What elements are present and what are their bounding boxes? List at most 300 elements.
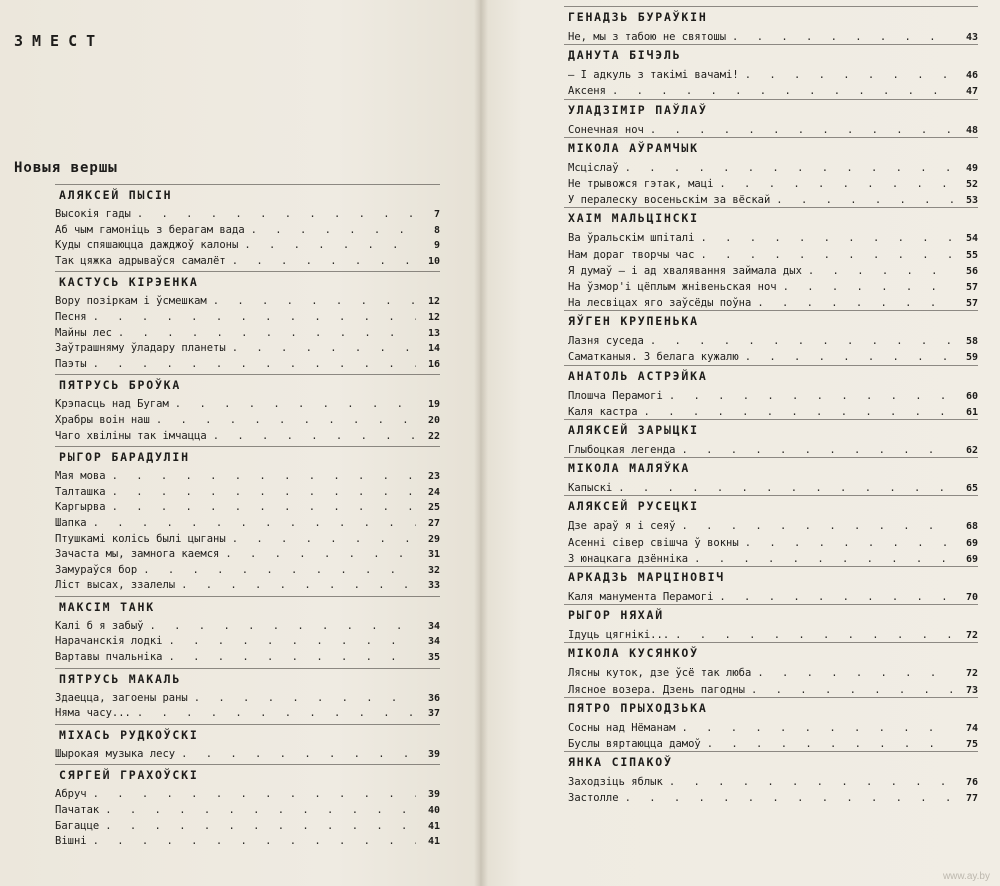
- poem-title: Шапка: [55, 516, 87, 529]
- toc-entry: [55, 563, 440, 579]
- author-group: [55, 273, 440, 372]
- poem-title: Мсціслаў: [568, 161, 619, 174]
- page-number: 57: [965, 281, 978, 293]
- page-number: 52: [965, 178, 978, 190]
- author-group: [568, 568, 978, 605]
- poem-title: Лясны куток, дзе ўсё так люба: [568, 667, 752, 680]
- dot-leader: [112, 469, 416, 485]
- dot-leader: [232, 254, 416, 270]
- toc-entry: [568, 176, 978, 192]
- author-name: МІКОЛА МАЛЯЎКА: [568, 461, 691, 476]
- toc-entry: [568, 790, 978, 806]
- toc-entry: [55, 207, 440, 223]
- dot-leader: [225, 547, 416, 563]
- toc-entry: [55, 691, 440, 707]
- page-number: 36: [427, 692, 440, 704]
- author-name: ЯНКА СІПАКОЎ: [568, 755, 673, 770]
- author-name: МІКОЛА КУСЯНКОЎ: [568, 646, 699, 661]
- toc-entry: [55, 500, 440, 516]
- section-heading: Новыя вершы: [14, 160, 118, 176]
- separator-rule: [55, 184, 440, 185]
- dot-leader: [112, 500, 416, 516]
- poem-title: Сосны над Нёманам: [568, 721, 676, 734]
- dot-leader: [707, 736, 954, 752]
- dot-leader: [719, 176, 954, 192]
- separator-rule: [55, 764, 440, 765]
- dot-leader: [168, 634, 416, 650]
- poem-title: Вартавы пчальніка: [55, 651, 163, 664]
- dot-leader: [168, 650, 416, 666]
- toc-entry: [55, 787, 440, 803]
- dot-leader: [175, 397, 416, 413]
- dot-leader: [618, 480, 954, 496]
- poem-title: Застолле: [568, 792, 619, 805]
- toc-entry: [568, 518, 978, 534]
- author-group: [568, 46, 978, 99]
- dot-leader: [612, 83, 954, 99]
- poem-title: Лясное возера. Дзень пагодны: [568, 683, 746, 696]
- poem-title: Талташка: [55, 485, 106, 498]
- author-group: [55, 186, 440, 269]
- left-toc-column: [55, 186, 440, 854]
- poem-title: На ўзмор'і цёплым жнівеньская ноч: [568, 280, 777, 293]
- author-group: [55, 670, 440, 722]
- dot-leader: [93, 516, 416, 532]
- toc-entry: [568, 247, 978, 263]
- author-group: [568, 753, 978, 806]
- poem-title: Песня: [55, 310, 87, 323]
- toc-entry: [55, 357, 440, 373]
- page-number: 54: [965, 233, 978, 245]
- author-group: [568, 644, 978, 697]
- poem-title: Не трывожся гэтак, маці: [568, 177, 714, 190]
- page-number: 41: [427, 820, 440, 832]
- page-number: 59: [965, 352, 978, 364]
- page-number: 57: [965, 298, 978, 310]
- toc-entry: [568, 349, 978, 365]
- dot-leader: [137, 207, 416, 223]
- page-number: 73: [965, 684, 978, 696]
- toc-entry: [568, 774, 978, 790]
- toc-entry: [55, 413, 440, 429]
- dot-leader: [732, 29, 954, 45]
- author-group: [568, 312, 978, 365]
- page-number: 35: [427, 652, 440, 664]
- toc-entry: [55, 532, 440, 548]
- author-name: КАСТУСЬ КІРЭЕНКА: [59, 275, 199, 290]
- page-number: 74: [965, 722, 978, 734]
- poem-title: Каля манумента Перамогі: [568, 590, 714, 603]
- dot-leader: [700, 247, 954, 263]
- page-number: 48: [965, 124, 978, 136]
- poem-title: Вору позіркам і ўсмешкам: [55, 295, 207, 308]
- page-number: 9: [433, 240, 440, 252]
- poem-title: Храбры воін наш: [55, 413, 150, 426]
- author-group: [568, 459, 978, 496]
- toc-entry: [55, 819, 440, 835]
- author-name: АНАТОЛЬ АСТРЭЙКА: [568, 368, 708, 383]
- poem-title: Нам дораг творчы час: [568, 248, 695, 261]
- page-number: 49: [965, 162, 978, 174]
- author-group: [55, 448, 440, 594]
- toc-entry: [55, 706, 440, 722]
- page-number: 75: [965, 738, 978, 750]
- separator-rule: [564, 44, 978, 45]
- poem-title: — І адкуль з такімі вачамі!: [568, 69, 739, 82]
- author-name: МАКСІМ ТАНК: [59, 599, 155, 614]
- toc-entry: [568, 720, 978, 736]
- toc-entry: [55, 254, 440, 270]
- author-name: ЯЎГЕН КРУПЕНЬКА: [568, 314, 699, 329]
- page-number: 61: [965, 406, 978, 418]
- author-group: [568, 139, 978, 209]
- dot-leader: [93, 787, 416, 803]
- toc-entry: [55, 619, 440, 635]
- poem-title: Вішні: [55, 835, 87, 848]
- dot-leader: [745, 67, 954, 83]
- page-number: 22: [427, 430, 440, 442]
- page-number: 65: [965, 483, 978, 495]
- page-number: 33: [427, 580, 440, 592]
- page-number: 40: [427, 805, 440, 817]
- poem-title: Не, мы з табою не святошы: [568, 31, 727, 43]
- page-number: 7: [433, 209, 440, 220]
- toc-entry: [568, 160, 978, 176]
- dot-leader: [105, 819, 416, 835]
- dot-leader: [181, 747, 416, 763]
- page-number: 37: [427, 708, 440, 720]
- poem-title: Куды спяшаюцца дажджоў калоны: [55, 239, 239, 252]
- page-number: 25: [427, 502, 440, 514]
- poem-title: Крэпасць над Бугам: [55, 398, 169, 411]
- page-number: 69: [965, 553, 978, 565]
- dot-leader: [93, 357, 416, 373]
- dot-leader: [181, 578, 416, 594]
- poem-title: Дзе араў я і сеяў: [568, 520, 676, 533]
- dot-leader: [112, 485, 416, 501]
- dot-leader: [251, 223, 416, 239]
- page-number: 8: [433, 224, 440, 236]
- separator-rule: [564, 457, 978, 458]
- poem-title: З юнацкага дзённіка: [568, 552, 689, 565]
- page-number: 34: [427, 636, 440, 648]
- poem-title: Капыскі: [568, 482, 613, 495]
- page-number: 32: [427, 564, 440, 576]
- dot-leader: [150, 619, 416, 635]
- poem-title: Мая мова: [55, 470, 106, 483]
- poem-title: Багацце: [55, 819, 100, 832]
- toc-entry: [55, 294, 440, 310]
- toc-entry: [568, 627, 978, 643]
- poem-title: Каргырва: [55, 501, 106, 514]
- toc-entry: [55, 634, 440, 650]
- page-number: 16: [427, 358, 440, 370]
- author-name: ГЕНАДЗЬ БУРАЎКІН: [568, 10, 708, 24]
- page-number: 12: [427, 296, 440, 308]
- toc-entry: [568, 83, 978, 99]
- separator-rule: [564, 137, 978, 138]
- dot-leader: [700, 230, 954, 246]
- separator-rule: [55, 724, 440, 725]
- author-name: АЛЯКСЕЙ ПЫСІН: [59, 188, 173, 202]
- separator-rule: [55, 668, 440, 669]
- author-name: РЫГОР БАРАДУЛІН: [59, 450, 190, 465]
- page-number: 41: [427, 836, 440, 848]
- separator-rule: [564, 365, 978, 366]
- poem-title: Шырокая музыка лесу: [55, 747, 176, 760]
- poem-title: Зачаста мы, замнога каемся: [55, 548, 220, 561]
- dot-leader: [783, 279, 954, 295]
- toc-entry: [55, 429, 440, 445]
- page-number: 19: [427, 399, 440, 411]
- page-number: 39: [427, 748, 440, 760]
- author-name: УЛАДЗІМІР ПАЎЛАЎ: [568, 102, 708, 117]
- page-number: 68: [965, 521, 978, 533]
- dot-leader: [93, 834, 416, 850]
- author-name: АЛЯКСЕЙ ЗАРЫЦКІ: [568, 423, 699, 437]
- separator-rule: [564, 697, 978, 698]
- toc-entry: [55, 547, 440, 563]
- poem-title: Лазня суседа: [568, 335, 644, 348]
- poem-title: Ліст высах, ззалелы: [55, 579, 176, 592]
- page-number: 70: [965, 591, 978, 603]
- dot-leader: [694, 551, 954, 567]
- author-group: [568, 367, 978, 420]
- dot-leader: [213, 429, 416, 445]
- separator-rule: [564, 495, 978, 496]
- author-name: ХАІМ МАЛЬЦІНСКІ: [568, 211, 699, 226]
- separator-rule: [564, 99, 978, 100]
- poem-title: Асенні сівер свішча ў вокны: [568, 536, 739, 549]
- poem-title: Сонечная ноч: [568, 123, 644, 136]
- dot-leader: [650, 333, 954, 349]
- separator-rule: [564, 310, 978, 311]
- author-group: [568, 8, 978, 45]
- toc-entry: [55, 469, 440, 485]
- dot-leader: [745, 535, 954, 551]
- toc-entry: [568, 551, 978, 567]
- author-name: СЯРГЕЙ ГРАХОЎСКІ: [59, 768, 199, 783]
- right-toc-column: [568, 8, 978, 807]
- author-name: АЛЯКСЕЙ РУСЕЦКІ: [568, 499, 699, 514]
- toc-entry: [568, 665, 978, 681]
- page-number: 12: [427, 311, 440, 323]
- poem-title: Паэты: [55, 357, 87, 370]
- toc-entry: [568, 442, 978, 458]
- dot-leader: [105, 803, 416, 819]
- author-name: ПЯТРУСЬ БРОЎКА: [59, 378, 182, 393]
- book-gutter: [474, 0, 488, 886]
- toc-entry: [55, 397, 440, 413]
- poem-title: Здаецца, загоены раны: [55, 691, 188, 704]
- toc-entry: [568, 279, 978, 295]
- poem-title: Плошча Перамогі: [568, 389, 663, 402]
- dot-leader: [143, 563, 416, 579]
- author-name: ДАНУТА БІЧЭЛЬ: [568, 48, 682, 63]
- page-number: 24: [427, 486, 440, 498]
- poem-title: Птушкамі колісь былі цыганы: [55, 532, 226, 545]
- poem-title: Аксеня: [568, 85, 606, 98]
- author-group: [568, 209, 978, 311]
- dot-leader: [93, 310, 416, 326]
- poem-title: На лесвіцах яго заўсёды поўна: [568, 297, 752, 310]
- author-group: [568, 699, 978, 752]
- page-number: 72: [965, 668, 978, 680]
- author-name: МІКОЛА АЎРАМЧЫК: [568, 140, 699, 155]
- poem-title: Саматканыя. З белага кужалю: [568, 351, 739, 364]
- dot-leader: [681, 720, 954, 736]
- dot-leader: [625, 790, 954, 806]
- toc-entry: [55, 834, 440, 850]
- poem-title: Няма часу...: [55, 707, 131, 720]
- poem-title: Нарачанскія лодкі: [55, 635, 163, 648]
- page-number: 29: [427, 533, 440, 545]
- dot-leader: [625, 160, 954, 176]
- page-number: 60: [965, 390, 978, 402]
- separator-rule: [564, 566, 978, 567]
- poem-title: Каля кастра: [568, 405, 638, 418]
- separator-rule: [55, 596, 440, 597]
- page-number: 27: [427, 517, 440, 529]
- author-group: [568, 101, 978, 138]
- separator-rule: [55, 446, 440, 447]
- toc-entry: [568, 230, 978, 246]
- poem-title: Пачатак: [55, 804, 100, 817]
- poem-title: Буслы вяртаюцца дамоў: [568, 737, 701, 750]
- toc-entry: [568, 122, 978, 138]
- poem-title: Аб чым гамоніць з берагам вада: [55, 223, 245, 236]
- dot-leader: [232, 532, 416, 548]
- toc-entry: [568, 67, 978, 83]
- dot-leader: [681, 442, 954, 458]
- toc-entry: [568, 263, 978, 279]
- dot-leader: [156, 413, 416, 429]
- toc-entry: [568, 404, 978, 420]
- poem-title: У пералеску восеньскім за вёскай: [568, 194, 771, 207]
- page-number: 46: [965, 70, 978, 82]
- page-number: 77: [965, 793, 978, 805]
- page-number: 53: [965, 195, 978, 207]
- author-name: РЫГОР НЯХАЙ: [568, 608, 664, 623]
- toc-entry: [55, 310, 440, 326]
- poem-title: Я думаў — і ад хвалявання займала дых: [568, 264, 802, 277]
- toc-entry: [568, 192, 978, 208]
- page-number: 62: [965, 445, 978, 456]
- page-number: 14: [427, 343, 440, 355]
- toc-entry: [55, 326, 440, 342]
- dot-leader: [751, 682, 954, 698]
- toc-entry: [568, 589, 978, 605]
- separator-rule: [564, 207, 978, 208]
- page-number: 13: [427, 327, 440, 339]
- toc-entry: [55, 516, 440, 532]
- dot-leader: [232, 341, 416, 357]
- author-group: [568, 606, 978, 643]
- dot-leader: [757, 295, 954, 311]
- dot-leader: [808, 263, 954, 279]
- page-number: 43: [965, 32, 978, 43]
- page-number: 55: [965, 249, 978, 261]
- author-group: [568, 421, 978, 458]
- poem-title: Чаго хвіліны так імчацца: [55, 429, 207, 442]
- poem-title: Ва ўральскім шпіталі: [568, 232, 695, 245]
- page-number: 56: [965, 265, 978, 277]
- author-name: МІХАСЬ РУДКОЎСКІ: [59, 727, 199, 742]
- toc-entry: [568, 388, 978, 404]
- dot-leader: [669, 388, 954, 404]
- dot-leader: [675, 627, 954, 643]
- dot-leader: [745, 349, 954, 365]
- dot-leader: [681, 518, 954, 534]
- author-name: ПЯТРО ПРЫХОДЗЬКА: [568, 700, 708, 715]
- page-number: 69: [965, 537, 978, 549]
- poem-title: Майны лес: [55, 326, 112, 339]
- poem-title: Глыбоцкая легенда: [568, 444, 676, 456]
- page-number: 10: [427, 255, 440, 267]
- page-number: 47: [965, 86, 978, 98]
- toc-entry: [55, 803, 440, 819]
- dot-leader: [137, 706, 416, 722]
- poem-title: Так цяжка адрываўся самалёт: [55, 254, 226, 267]
- poem-title: Ідуць цягнікі...: [568, 629, 670, 642]
- poem-title: Замураўся бор: [55, 563, 138, 576]
- toc-entry: [55, 747, 440, 763]
- dot-leader: [644, 404, 954, 420]
- dot-leader: [757, 665, 954, 681]
- toc-entry: [568, 535, 978, 551]
- toc-entry: [568, 333, 978, 349]
- page-number: 34: [427, 620, 440, 632]
- toc-entry: [568, 295, 978, 311]
- author-name: ПЯТРУСЬ МАКАЛЬ: [59, 671, 182, 686]
- author-name: АРКАДЗЬ МАРЦІНОВІЧ: [568, 569, 726, 584]
- dot-leader: [719, 589, 954, 605]
- page-number: 72: [965, 630, 978, 642]
- page-number: 20: [427, 414, 440, 426]
- toc-entry: [55, 650, 440, 666]
- toc-entry: [55, 341, 440, 357]
- separator-rule: [564, 419, 978, 420]
- toc-entry: [55, 485, 440, 501]
- author-group: [55, 598, 440, 666]
- toc-entry: [55, 578, 440, 594]
- author-group: [55, 766, 440, 849]
- dot-leader: [244, 238, 416, 254]
- poem-title: Заходзіць яблык: [568, 776, 663, 789]
- left-page: [0, 0, 480, 886]
- toc-entry: [55, 223, 440, 239]
- separator-rule: [55, 374, 440, 375]
- poem-title: Калі б я забыў: [55, 619, 144, 632]
- page-number: 76: [965, 777, 978, 789]
- watermark: www.ay.by: [942, 871, 990, 882]
- toc-entry: [55, 238, 440, 254]
- page-number: 31: [427, 549, 440, 561]
- separator-rule: [564, 751, 978, 752]
- separator-rule: [55, 271, 440, 272]
- page-number: 58: [965, 336, 978, 348]
- toc-entry: [568, 29, 978, 45]
- dot-leader: [650, 122, 954, 138]
- contents-heading: ЗМЕСТ: [14, 32, 105, 50]
- poem-title: Заўтрашняму ўладару планеты: [55, 342, 226, 355]
- poem-title: Абруч: [55, 788, 87, 801]
- author-group: [55, 376, 440, 444]
- dot-leader: [669, 774, 954, 790]
- toc-entry: [568, 480, 978, 496]
- author-group: [55, 726, 440, 763]
- page-number: 39: [427, 789, 440, 801]
